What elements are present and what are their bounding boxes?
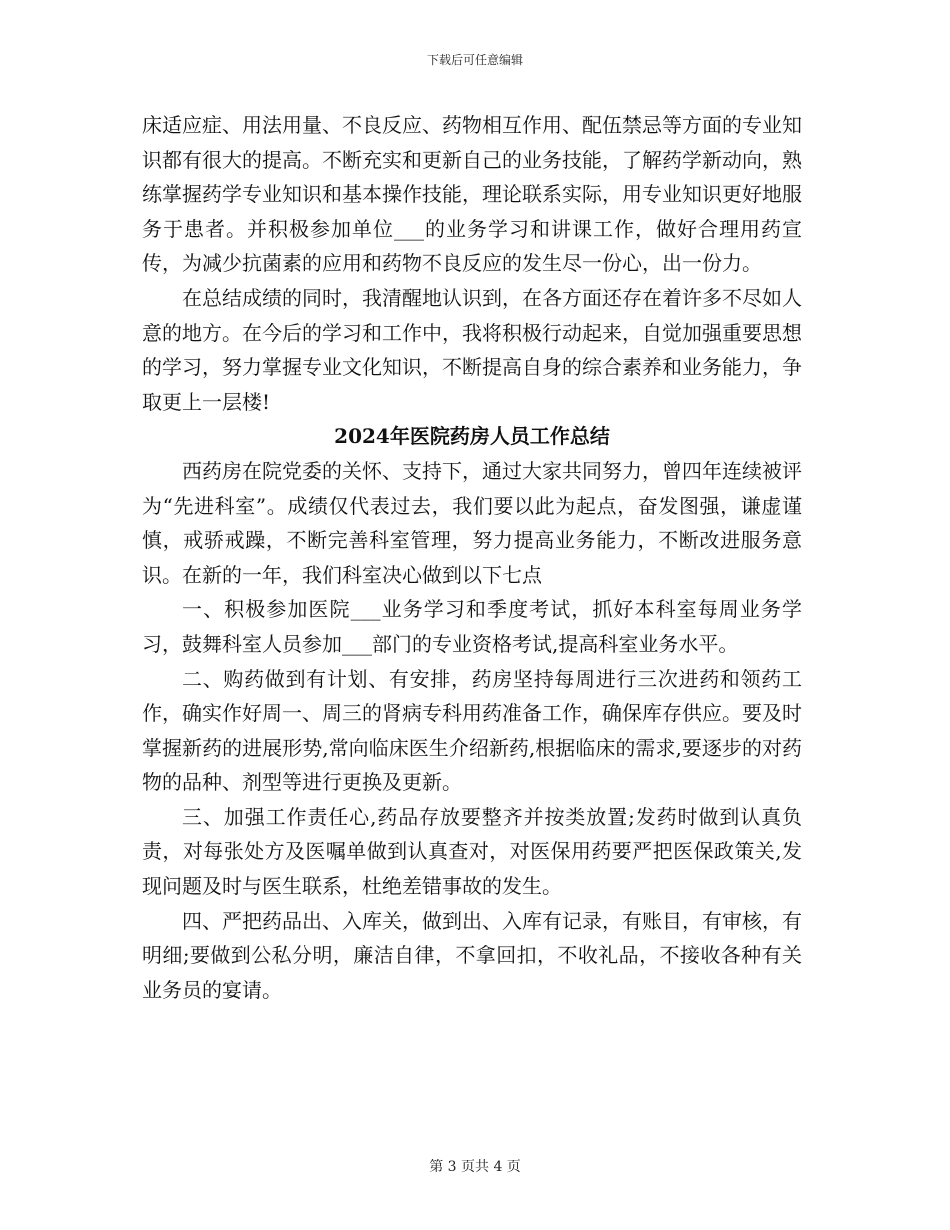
document-body xyxy=(142,108,802,1007)
paragraph-item-2: 二、购药做到有计划、有安排，药房坚持每周进行三次进药和领药工作，确实作好周一、周三的肾病专科用药准备工作，确保库存供应。要及时掌握新药的进展形势,常向临床医生介绍新药,根据临床的需求,要逐步的对药物的品种、剂型等进行更换及更新。 xyxy=(142,666,802,795)
paragraph-item-1: 一、积极参加医院___业务学习和季度考试，抓好本科室每周业务学习，鼓舞科室人员参加___部门的专业资格考试,提高科室业务水平。 xyxy=(142,597,802,656)
paragraph-continued: 床适应症、用法用量、不良反应、药物相互作用、配伍禁忌等方面的专业知识都有很大的提高。不断充实和更新自己的业务技能，了解药学新动向，熟练掌握药学专业知识和基本操作技能，理论联系实际，用专业知识更好地服务于患者。并积极参加单位___的业务学习和讲课工作，做好合理用药宣传，为减少抗菌素的应用和药物不良反应的发生尽一份心，出一份力。 xyxy=(142,113,802,276)
page-header: 下载后可任意编辑 xyxy=(426,53,523,67)
paragraph-summary: 在总结成绩的同时，我清醒地认识到，在各方面还存在着许多不尽如人意的地方。在今后的学习和工作中，我将积极行动起来，自觉加强重要思想的学习，努力掌握专业文化知识，不断提高自身的综合素养和业务能力，争取更上一层楼! xyxy=(142,285,802,414)
paragraph-intro: 西药房在院党委的关怀、支持下，通过大家共同努力，曾四年连续被评为“先进科室”。成绩仅代表过去，我们要以此为起点，奋发图强，谦虚谨慎，戒骄戒躁，不断完善科室管理，努力提高业务能力，不断改进服务意识。在新的一年，我们科室决心做到以下七点 xyxy=(142,458,802,587)
section-title: 2024年医院药房人员工作总结 xyxy=(334,424,610,449)
paragraph-item-3: 三、加强工作责任心,药品存放要整齐并按类放置;发药时做到认真负责，对每张处方及医嘱单做到认真查对，对医保用药要严把医保政策关,发现问题及时与医生联系，杜绝差错事故的发生。 xyxy=(142,804,802,899)
paragraph-item-4: 四、严把药品出、入库关，做到出、入库有记录，有账目，有审核，有明细;要做到公私分明，廉洁自律，不拿回扣，不收礼品，不接收各种有关业务员的宴请。 xyxy=(142,908,802,1002)
page-number: 第 3 页共 4 页 xyxy=(429,1159,521,1175)
